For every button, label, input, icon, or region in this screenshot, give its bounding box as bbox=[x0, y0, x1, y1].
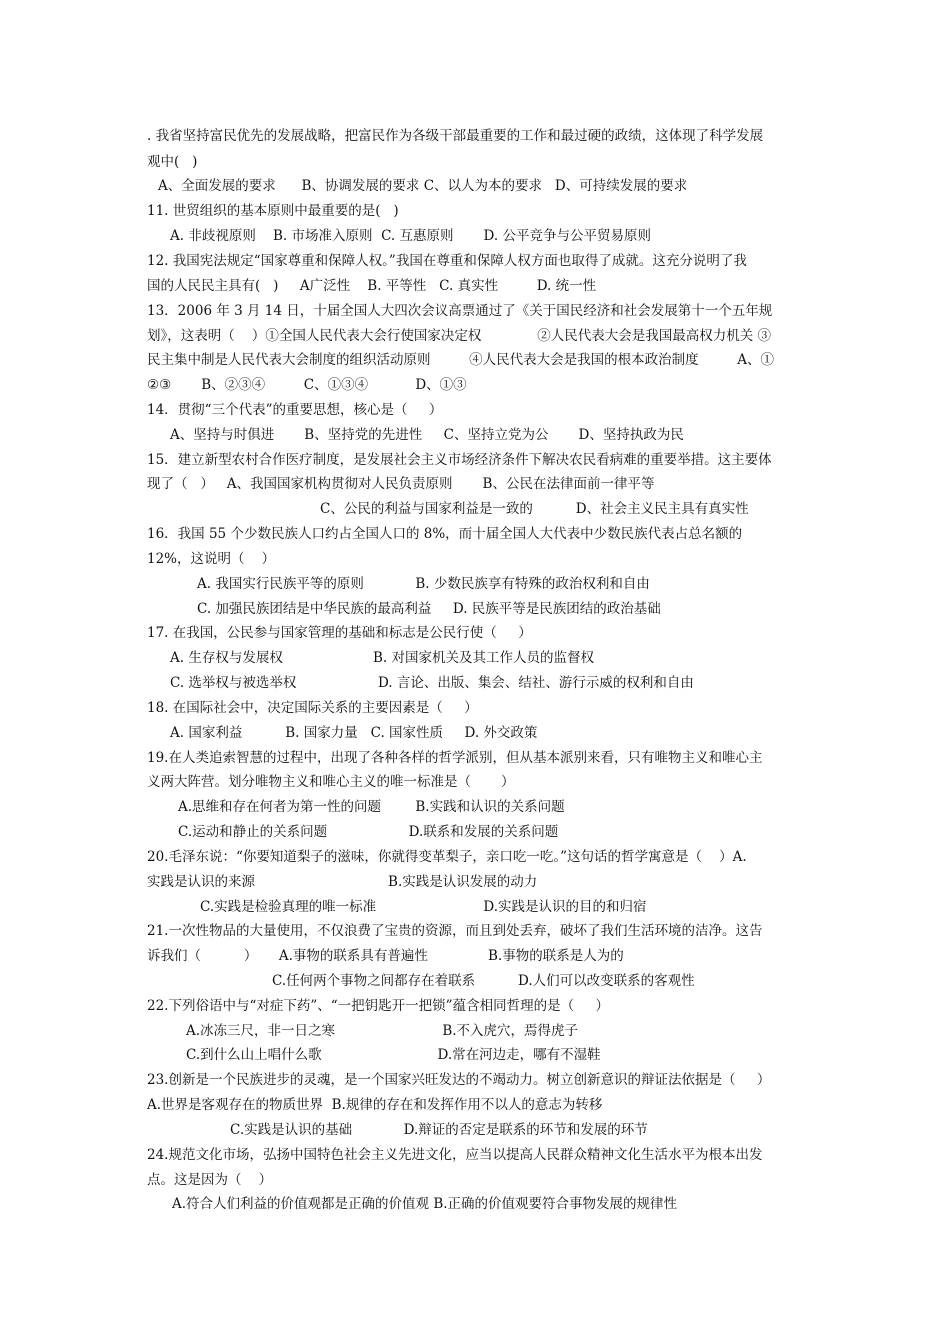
text-line: 国的人民民主具有( ) A广泛性 B. 平等性 C. 真实性 D. 统一性 bbox=[147, 278, 597, 294]
text-line: C. 加强民族团结是中华民族的最高利益 D. 民族平等是民族团结的政治基础 bbox=[197, 601, 661, 617]
text-line: 15．建立新型农村合作医疗制度，是发展社会主义市场经济条件下解决农民看病难的重要举措。这主要体 bbox=[147, 452, 772, 468]
text-line: 17. 在我国，公民参与国家管理的基础和标志是公民行使（ ） bbox=[147, 625, 532, 641]
text-line: C.实践是检验真理的唯一标准 D.实践是认识的目的和归宿 bbox=[200, 899, 647, 915]
text-line: 实践是认识的来源 B.实践是认识发展的动力 bbox=[147, 874, 538, 890]
text-line: 划》，这表明（ ）①全国人民代表大会行使国家决定权 ②人民代表大会是我国最高权力机关 ③ bbox=[147, 328, 771, 344]
text-line: C.到什么山上唱什么歌 D.常在河边走，哪有不湿鞋 bbox=[186, 1047, 601, 1063]
text-line: 23.创新是一个民族进步的灵魂，是一个国家兴旺发达的不竭动力。树立创新意识的辩证法依据是（ ） bbox=[147, 1072, 771, 1088]
text-line: 观中( ) bbox=[147, 154, 198, 170]
text-line: 16．我国 55 个少数民族人口约占全国人口的 8%，而十届全国人大代表中少数民族代表占总名额的 bbox=[147, 526, 743, 542]
text-line: A.思维和存在何者为第一性的问题 B.实践和认识的关系问题 bbox=[178, 799, 565, 815]
text-line: 14．贯彻“三个代表”的重要思想，核心是（ ） bbox=[147, 402, 443, 418]
text-line: A.符合人们利益的价值观都是正确的价值观 B.正确的价值观要符合事物发展的规律性 bbox=[172, 1196, 678, 1212]
text-line: 24.规范文化市场，弘扬中国特色社会主义先进文化，应当以提高人民群众精神文化生活水平为根本出发 bbox=[147, 1147, 763, 1163]
text-line: 13．2006 年 3 月 14 日，十届全国人大四次会议高票通过了《关于国民经济和社会发展第十一个五年规 bbox=[147, 303, 773, 319]
text-line: ②③ B、②③④ C、①③④ D、①③ bbox=[147, 377, 467, 393]
text-line: 22.下列俗语中与“对症下药”、“一把钥匙开一把锁”蕴含相同哲理的是（ ） bbox=[147, 998, 610, 1014]
text-line: A、坚持与时俱进 B、坚持党的先进性 C、坚持立党为公 D、坚持执政为民 bbox=[170, 427, 684, 443]
text-line: A.冰冻三尺，非一日之寒 B.不入虎穴，焉得虎子 bbox=[186, 1023, 579, 1039]
text-line: A.世界是客观存在的物质世界 B.规律的存在和发挥作用不以人的意志为转移 bbox=[147, 1097, 603, 1113]
text-line: A. 生存权与发展权 B. 对国家机关及其工作人员的监督权 bbox=[170, 650, 594, 666]
text-line: 义两大阵营。划分唯物主义和唯心主义的唯一标准是（ ） bbox=[147, 774, 515, 790]
text-line: 20.毛泽东说：“你要知道梨子的滋味，你就得变革梨子，亲口吃一吃。”这句话的哲学寓意是（ ）A. bbox=[147, 849, 747, 865]
text-line: A. 国家利益 B. 国家力量 C. 国家性质 D. 外交政策 bbox=[170, 725, 538, 741]
text-line: 12%，这说明（ ） bbox=[147, 551, 276, 567]
text-line: 现了（ ） A、我国国家机构贯彻对人民负责原则 B、公民在法律面前一律平等 bbox=[147, 476, 655, 492]
text-line: 12. 我国宪法规定“国家尊重和保障人权。”我国在尊重和保障人权方面也取得了成就。这充分说明了我 bbox=[147, 253, 747, 269]
text-line: 诉我们（ ） A.事物的联系具有普遍性 B.事物的联系是人为的 bbox=[147, 948, 624, 964]
text-line: 民主集中制是人民代表大会制度的组织活动原则 ④人民代表大会是我国的根本政治制度 A、① bbox=[147, 352, 774, 368]
text-line: 11. 世贸组织的基本原则中最重要的是( ) bbox=[147, 203, 399, 219]
text-line: 19.在人类追索智慧的过程中，出现了各种各样的哲学派别，但从基本派别来看，只有唯物主义和唯心主 bbox=[147, 750, 763, 766]
text-line: C.任何两个事物之间都存在着联系 D.人们可以改变联系的客观性 bbox=[272, 973, 695, 989]
text-line: C、公民的利益与国家利益是一致的 D、社会主义民主具有真实性 bbox=[320, 501, 749, 517]
text-line: C. 选举权与被选举权 D. 言论、出版、集会、结社、游行示威的权利和自由 bbox=[170, 675, 694, 691]
text-line: C.实践是认识的基础 D.辩证的否定是联系的环节和发展的环节 bbox=[230, 1122, 648, 1138]
text-line: A. 非歧视原则 B. 市场准入原则 C. 互惠原则 D. 公平竞争与公平贸易原则 bbox=[170, 228, 651, 244]
text-line: A、全面发展的要求 B、协调发展的要求 C、以人为本的要求 D、可持续发展的要求 bbox=[158, 178, 688, 194]
text-line: . 我省坚持富民优先的发展战略，把富民作为各级干部最重要的工作和最过硬的政绩，这体现了科学发展 bbox=[147, 128, 764, 144]
text-line: A. 我国实行民族平等的原则 B. 少数民族享有特殊的政治权利和自由 bbox=[197, 576, 650, 592]
text-line: 点。这是因为（ ） bbox=[147, 1172, 273, 1188]
text-line: 21.一次性物品的大量使用，不仅浪费了宝贵的资源，而且到处丢弃，破坏了我们生活环境的洁净。这告 bbox=[147, 923, 763, 939]
text-line: C.运动和静止的关系问题 D.联系和发展的关系问题 bbox=[178, 824, 559, 840]
text-line: 18. 在国际社会中，决定国际关系的主要因素是（ ） bbox=[147, 700, 478, 716]
